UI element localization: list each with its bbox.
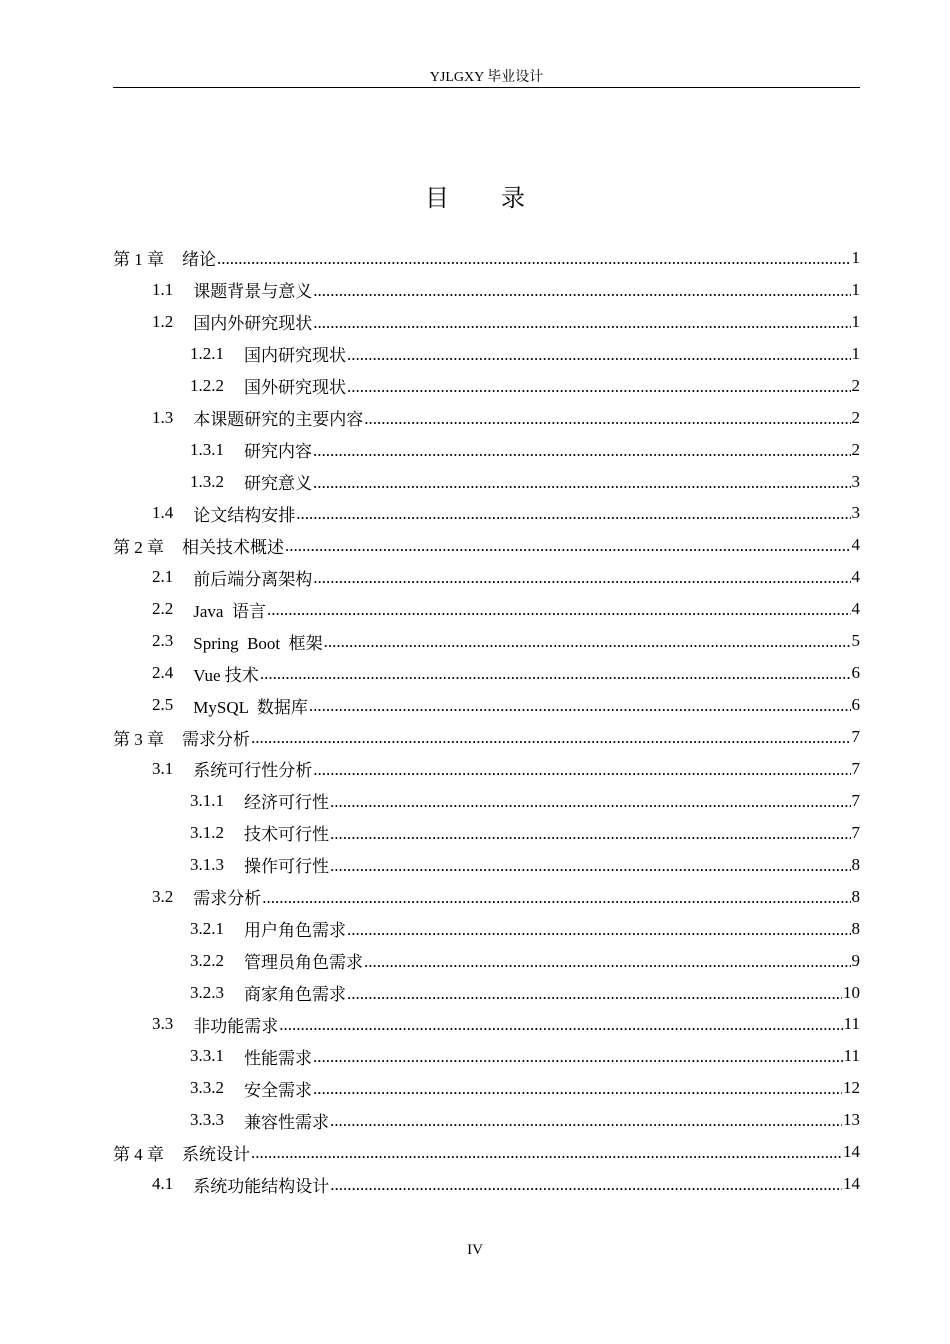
toc-entry-page: 7 [851,790,860,810]
toc-entry-label: 国内外研究现状 [193,314,313,334]
toc-entry-label: Spring Boot 框架 [193,633,323,653]
toc-title-char-1: 目 [425,186,449,212]
toc-entry-number: 1.2 [152,311,174,331]
toc-entry-number: 2.1 [152,567,174,587]
toc-dot-leader [262,888,850,908]
toc-dot-leader [279,1015,842,1035]
toc-entry[interactable] [113,242,860,274]
toc-entry-number: 1.1 [152,279,174,299]
toc-dot-leader [217,249,851,269]
toc-entry-page: 4 [851,599,860,619]
toc-entry-label: 系统设计 [182,1144,250,1164]
toc-entry-label: 经济可行性 [244,793,329,813]
toc-entry-page: 9 [851,950,860,970]
toc-entry[interactable] [113,785,860,817]
toc-entry-label: 安全需求 [244,1080,312,1100]
toc-entry-number: 1.2.1 [190,343,224,363]
toc-entry-number: 2.5 [152,695,174,715]
toc-entry-page: 7 [851,822,860,842]
toc-entry-page: 4 [851,535,860,555]
toc-dot-leader [285,536,851,556]
toc-entry[interactable] [113,849,860,881]
toc-entry[interactable] [113,274,860,306]
toc-entry-number: 1.3.2 [190,471,224,491]
toc-entry[interactable] [113,753,860,785]
toc-entry[interactable] [113,370,860,402]
toc-entry-number: 3.2.2 [190,950,224,970]
toc-entry-label: 需求分析 [182,729,250,749]
toc-dot-leader [324,632,851,652]
toc-entry-number: 1.3.1 [190,439,224,459]
toc-entry[interactable] [113,945,860,977]
toc-dot-leader [330,1111,842,1131]
toc-entry-number: 1.2.2 [190,375,224,395]
toc-entry[interactable] [113,913,860,945]
toc-entry-number: 第 3 章 [113,729,164,749]
toc-entry-label: 技术可行性 [244,825,329,845]
toc-entry-label: 系统功能结构设计 [193,1176,330,1196]
toc-dot-leader [251,728,851,748]
toc-entry-label: 用户角色需求 [244,921,346,941]
toc-entry-label: 需求分析 [193,889,262,909]
toc-entry[interactable] [113,593,860,625]
toc-entry-label: 管理员角色需求 [244,953,363,973]
toc-entry[interactable] [113,721,860,753]
toc-entry-page: 4 [851,567,860,587]
toc-entry-number: 3.1 [152,758,174,778]
toc-entry-number: 3.3.2 [190,1078,224,1098]
toc-entry-number: 第 4 章 [113,1144,164,1164]
toc-dot-leader [347,920,851,940]
toc-entry-label: Vue 技术 [193,665,259,685]
toc-dot-leader [313,1079,842,1099]
toc-entry-number: 3.2.1 [190,918,224,938]
toc-entry[interactable] [113,306,860,338]
toc-dot-leader [330,1175,842,1195]
toc-dot-leader [251,1143,842,1163]
toc-entry-page: 1 [851,247,860,267]
page-header: YJLGXY 毕业设计 [429,70,544,85]
toc-title [0,178,950,213]
toc-entry-page: 10 [843,982,860,1002]
toc-dot-leader [330,824,851,844]
toc-entry-page: 8 [851,854,860,874]
toc-entry-label: 非功能需求 [193,1016,279,1036]
toc-dot-leader [267,600,851,620]
toc-entry-page: 1 [851,343,860,363]
toc-entry[interactable] [113,434,860,466]
toc-dot-leader [364,952,851,972]
toc-entry-page: 2 [851,439,860,459]
toc-dot-leader [296,504,850,524]
toc-entry-page: 11 [843,1014,860,1034]
toc-entry-page: 5 [851,631,860,651]
toc-entry-number: 3.1.2 [190,822,224,842]
toc-entry-label: 操作可行性 [244,857,329,877]
toc-entry-label: 绪论 [182,250,216,270]
toc-entry-page: 13 [843,1110,860,1130]
toc-dot-leader [313,568,850,588]
table-of-contents [113,242,860,1200]
toc-entry-number: 2.3 [152,631,174,651]
toc-dot-leader [260,664,851,684]
toc-entry[interactable] [113,1104,860,1136]
toc-entry-label: 课题背景与意义 [193,282,313,302]
toc-dot-leader [313,760,850,780]
toc-entry-number: 3.2 [152,886,174,906]
toc-entry-page: 8 [851,918,860,938]
toc-dot-leader [347,377,851,397]
toc-entry-number: 2.4 [152,663,174,683]
toc-entry-number: 3.1.3 [190,854,224,874]
toc-entry-label: 性能需求 [244,1048,312,1068]
toc-entry-number: 3.3 [152,1014,174,1034]
toc-entry-page: 3 [851,471,860,491]
toc-entry[interactable] [113,977,860,1009]
toc-entry[interactable] [113,881,860,913]
toc-entry-label: 国外研究现状 [244,378,346,398]
toc-entry-label: 研究内容 [244,442,312,462]
toc-entry[interactable] [113,1136,860,1168]
toc-entry-number: 3.3.3 [190,1110,224,1130]
toc-entry-page: 6 [851,663,860,683]
toc-entry-number: 2.2 [152,599,174,619]
toc-entry-page: 14 [843,1142,860,1162]
toc-dot-leader [347,984,842,1004]
toc-entry[interactable] [113,498,860,530]
toc-entry[interactable] [113,625,860,657]
toc-entry-label: 商家角色需求 [244,985,346,1005]
toc-entry-number: 第 1 章 [113,250,164,270]
toc-entry-number: 3.1.1 [190,790,224,810]
toc-entry-label: 论文结构安排 [193,505,296,525]
toc-entry-page: 14 [843,1174,860,1194]
toc-entry[interactable] [113,1040,860,1072]
toc-entry-number: 第 2 章 [113,537,164,557]
toc-dot-leader [330,792,851,812]
toc-entry-number: 1.3 [152,407,174,427]
toc-entry[interactable] [113,529,860,561]
toc-entry[interactable] [113,657,860,689]
toc-entry-label: Java 语言 [193,601,266,621]
toc-entry-label: 研究意义 [244,474,312,494]
toc-dot-leader [313,441,851,461]
toc-entry[interactable] [113,1072,860,1104]
toc-entry[interactable] [113,1168,860,1200]
toc-entry-number: 3.2.3 [190,982,224,1002]
toc-entry-label: 相关技术概述 [182,537,284,557]
toc-entry-label: 本课题研究的主要内容 [193,410,364,430]
toc-dot-leader [309,696,851,716]
toc-entry-number: 1.4 [152,503,174,523]
toc-dot-leader [313,1047,843,1067]
toc-entry-label: 前后端分离架构 [193,569,313,589]
toc-dot-leader [313,313,850,333]
toc-entry[interactable] [113,338,860,370]
toc-entry-page: 1 [851,311,860,331]
toc-dot-leader [313,281,850,301]
page-number: IV [467,1242,483,1258]
toc-entry-label: MySQL 数据库 [193,697,308,717]
toc-entry-page: 12 [843,1078,860,1098]
toc-entry-label: 兼容性需求 [244,1112,329,1132]
toc-entry-page: 8 [851,886,860,906]
toc-title-char-2: 录 [501,186,525,212]
toc-entry-page: 11 [843,1046,860,1066]
toc-entry-page: 2 [851,375,860,395]
toc-entry[interactable] [113,466,860,498]
toc-entry-label: 国内研究现状 [244,346,346,366]
toc-entry[interactable] [113,689,860,721]
toc-entry[interactable] [113,561,860,593]
toc-entry[interactable] [113,817,860,849]
toc-entry-page: 1 [851,279,860,299]
toc-entry[interactable] [113,1009,860,1041]
toc-entry-label: 系统可行性分析 [193,761,313,781]
toc-entry-page: 3 [851,503,860,523]
toc-dot-leader [313,473,851,493]
toc-entry-number: 4.1 [152,1174,174,1194]
toc-entry-number: 3.3.1 [190,1046,224,1066]
header-rule [113,87,860,88]
toc-entry[interactable] [113,402,860,434]
toc-entry-page: 7 [851,758,860,778]
toc-entry-page: 7 [851,727,860,747]
toc-dot-leader [364,409,850,429]
toc-entry-page: 2 [851,407,860,427]
toc-dot-leader [347,345,851,365]
toc-entry-page: 6 [851,695,860,715]
toc-dot-leader [330,856,851,876]
